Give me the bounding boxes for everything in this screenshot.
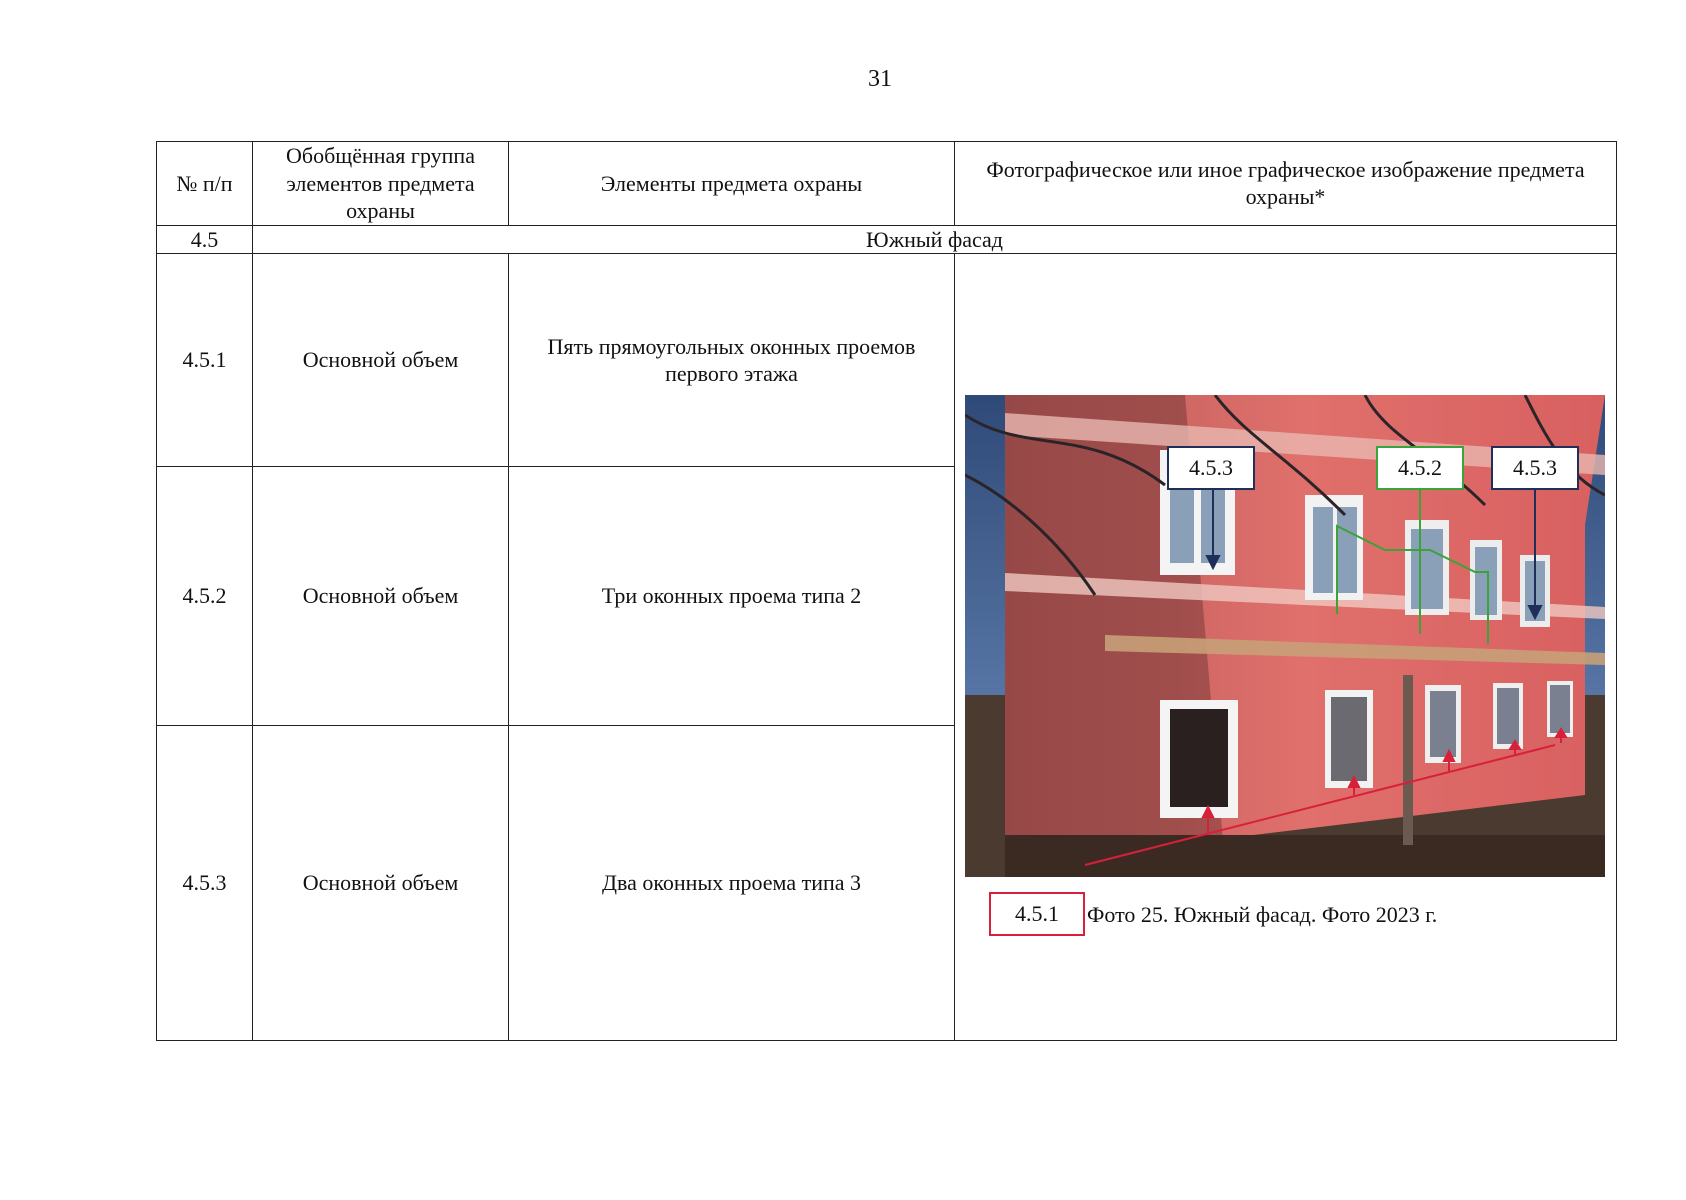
- header-group: Обобщённая группа элементов предмета охраны: [253, 142, 509, 226]
- photo-figure: [955, 254, 1617, 1038]
- callout-label-bottom: 4.5.1: [989, 892, 1085, 936]
- photo-caption: Фото 25. Южный фасад. Фото 2023 г.: [1087, 902, 1438, 927]
- photo-cell: [955, 254, 1617, 1041]
- row-element: Два оконных проема типа 3: [509, 726, 955, 1041]
- row-group: Основной объем: [253, 467, 509, 726]
- row-num: 4.5.2: [157, 467, 253, 726]
- row-element: Пять прямоугольных оконных проемов первого этажа: [509, 254, 955, 467]
- callout-label-middle: 4.5.2: [1376, 446, 1464, 490]
- table-row: [157, 254, 1617, 467]
- section-num: 4.5: [157, 225, 253, 254]
- page-number: 31: [868, 66, 892, 92]
- row-group: Основной объем: [253, 726, 509, 1041]
- header-row: [157, 142, 1617, 226]
- callout-label-left: 4.5.3: [1167, 446, 1255, 490]
- callout-label-right: 4.5.3: [1491, 446, 1579, 490]
- section-title: Южный фасад: [253, 225, 1617, 254]
- row-element: Три оконных проема типа 2: [509, 467, 955, 726]
- header-elements: Элементы предмета охраны: [509, 142, 955, 226]
- row-group: Основной объем: [253, 254, 509, 467]
- row-num: 4.5.3: [157, 726, 253, 1041]
- header-image: Фотографическое или иное графическое изображение предмета охраны*: [955, 142, 1617, 226]
- row-num: 4.5.1: [157, 254, 253, 467]
- protection-table: [156, 141, 1617, 1041]
- section-row: [157, 225, 1617, 254]
- header-num: № п/п: [157, 142, 253, 226]
